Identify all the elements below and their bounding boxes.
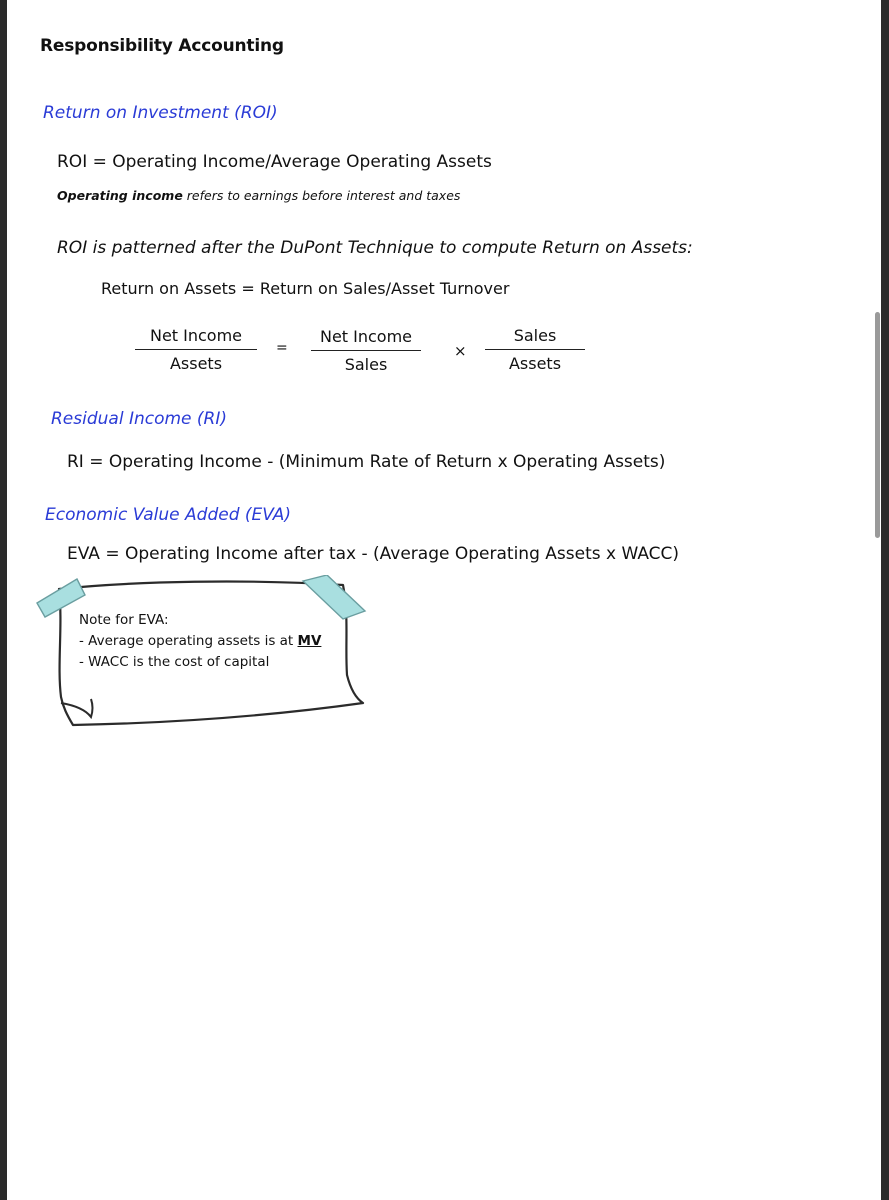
roi-heading: Return on Investment (ROI)	[43, 103, 278, 123]
eva-note-title: Note for EVA:	[79, 612, 169, 628]
eva-note-line2: - WACC is the cost of capital	[79, 654, 270, 670]
fraction-numerator: Sales	[513, 326, 557, 345]
fraction-denominator: Sales	[344, 355, 388, 374]
fraction-denominator: Assets	[169, 354, 223, 373]
dupont-sentence: ROI is patterned after the DuPont Technique to compute Return on Assets:	[57, 238, 693, 258]
operating-income-term: Operating income	[57, 188, 183, 203]
eva-formula: EVA = Operating Income after tax - (Average Operating Assets x WACC)	[67, 544, 680, 564]
ri-heading: Residual Income (RI)	[51, 409, 228, 429]
roi-formula: ROI = Operating Income/Average Operating Assets	[57, 152, 492, 172]
fraction-numerator: Net Income	[319, 327, 413, 346]
document-page	[7, 0, 881, 1200]
fraction-net-income-over-assets	[135, 326, 257, 373]
fraction-numerator: Net Income	[149, 326, 243, 345]
equals-sign: =	[276, 340, 288, 356]
ri-formula: RI = Operating Income - (Minimum Rate of Return x Operating Assets)	[67, 452, 666, 472]
eva-note-line1	[79, 631, 321, 652]
fraction-denominator: Assets	[508, 354, 562, 373]
eva-heading: Economic Value Added (EVA)	[45, 505, 291, 525]
page-title: Responsibility Accounting	[40, 36, 284, 56]
times-sign: ×	[454, 342, 467, 360]
fraction-net-income-over-sales	[311, 327, 421, 374]
operating-income-note	[57, 188, 460, 203]
fraction-sales-over-assets	[485, 326, 585, 373]
roa-formula: Return on Assets = Return on Sales/Asset Turnover	[101, 279, 510, 298]
eva-note	[79, 610, 321, 673]
scrollbar-thumb[interactable]	[875, 312, 880, 538]
eva-note-line1-text: - Average operating assets is at	[79, 633, 298, 649]
operating-income-definition: refers to earnings before interest and taxes	[182, 188, 461, 203]
market-value-emphasis: MV	[297, 633, 322, 649]
